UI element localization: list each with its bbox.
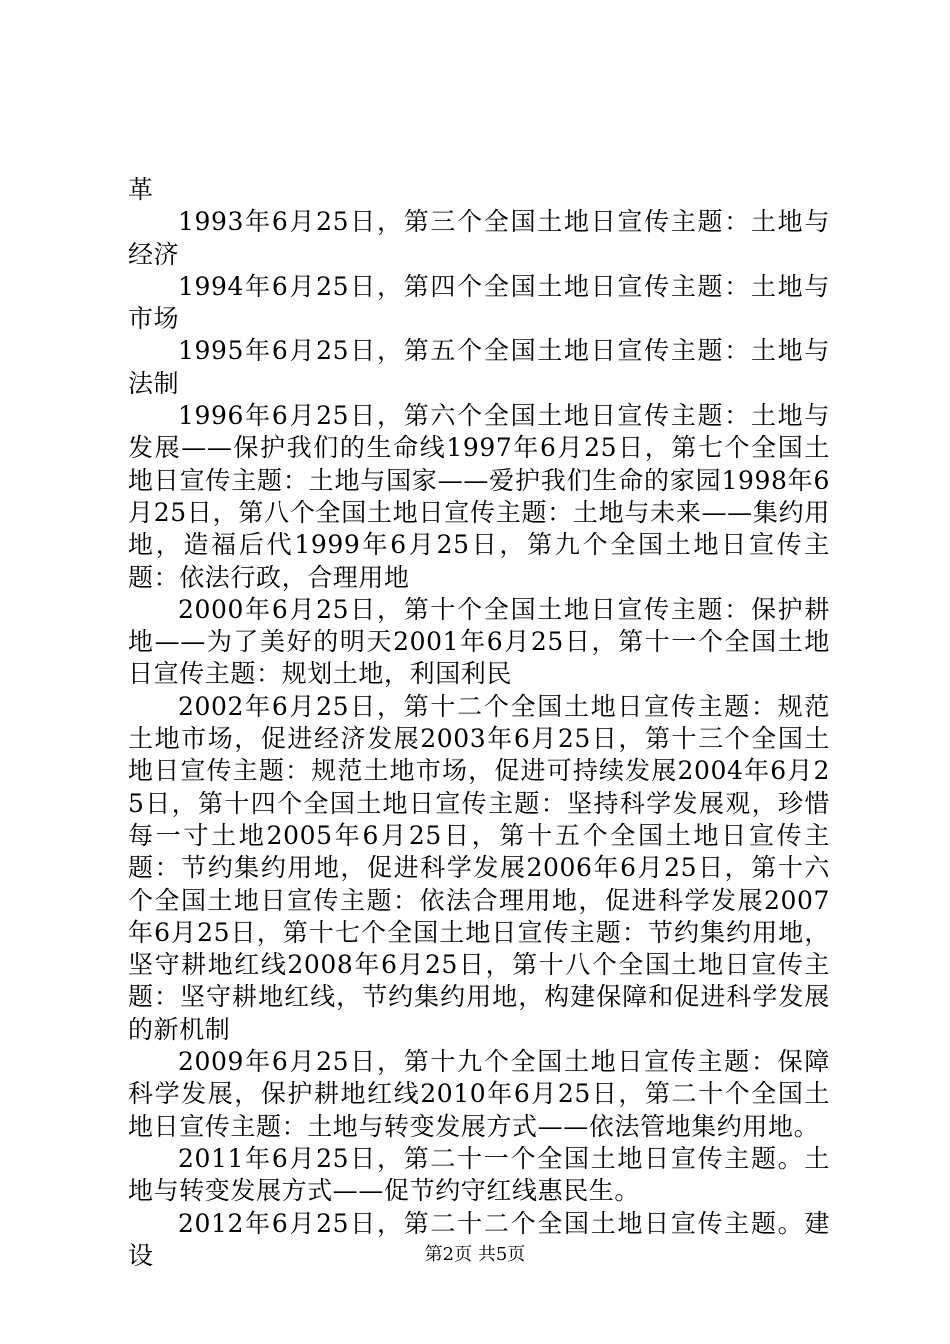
- paragraph-2002-2008: 2002年6月25日，第十二个全国土地日宣传主题：规范土地市场，促进经济发展2003年6月25日，第十三个全国土地日宣传主题：规范土地市场，促进可持续发展2004年6月25日，第十四个全国土地日宣传主题：坚持科学发展观，珍惜每一寸土地2005年6月25日，第十五个全国土地日宣传主题：节约集约用地，促进科学发展2006年6月25日，第十六个全国土地日宣传主题：依法合理用地，促进科学发展2007年6月25日，第十七个全国土地日宣传主题：节约集约用地，坚守耕地红线2008年6月25日，第十八个全国土地日宣传主题：坚守耕地红线，节约集约用地，构建保障和促进科学发展的新机制: [128, 691, 830, 1044]
- paragraph-1995: 1995年6月25日，第五个全国土地日宣传主题：土地与法制: [128, 336, 830, 398]
- paragraph-2012: 2012年6月25日，第二十二个全国土地日宣传主题。建设: [128, 1208, 830, 1270]
- page-footer: 第2页 共5页: [424, 1244, 526, 1265]
- paragraph-1993: 1993年6月25日，第三个全国土地日宣传主题：土地与经济: [128, 207, 830, 269]
- document-body: [128, 174, 830, 1272]
- paragraph-2009-2010: 2009年6月25日，第十九个全国土地日宣传主题：保障科学发展，保护耕地红线2010年6月25日，第二十个全国土地日宣传主题：土地与转变发展方式——依法管地集约用地。: [128, 1047, 830, 1141]
- paragraph-2000-2001: 2000年6月25日，第十个全国土地日宣传主题：保护耕地——为了美好的明天2001年6月25日，第十一个全国土地日宣传主题：规划土地，利国利民: [128, 594, 830, 689]
- paragraph-1994: 1994年6月25日，第四个全国土地日宣传主题：土地与市场: [128, 271, 830, 334]
- paragraph-2011: 2011年6月25日，第二十一个全国土地日宣传主题。土地与转变发展方式——促节约守红线惠民生。: [128, 1143, 830, 1206]
- paragraph-1996-1999: 1996年6月25日，第六个全国土地日宣传主题：土地与发展——保护我们的生命线1997年6月25日，第七个全国土地日宣传主题：土地与国家——爱护我们生命的家园1998年6月25日，第八个全国土地日宣传主题：土地与未来——集约用地，造福后代1999年6月25日，第九个全国土地日宣传主题：依法行政，合理用地: [128, 401, 830, 592]
- paragraph-continuation: 革: [128, 175, 154, 204]
